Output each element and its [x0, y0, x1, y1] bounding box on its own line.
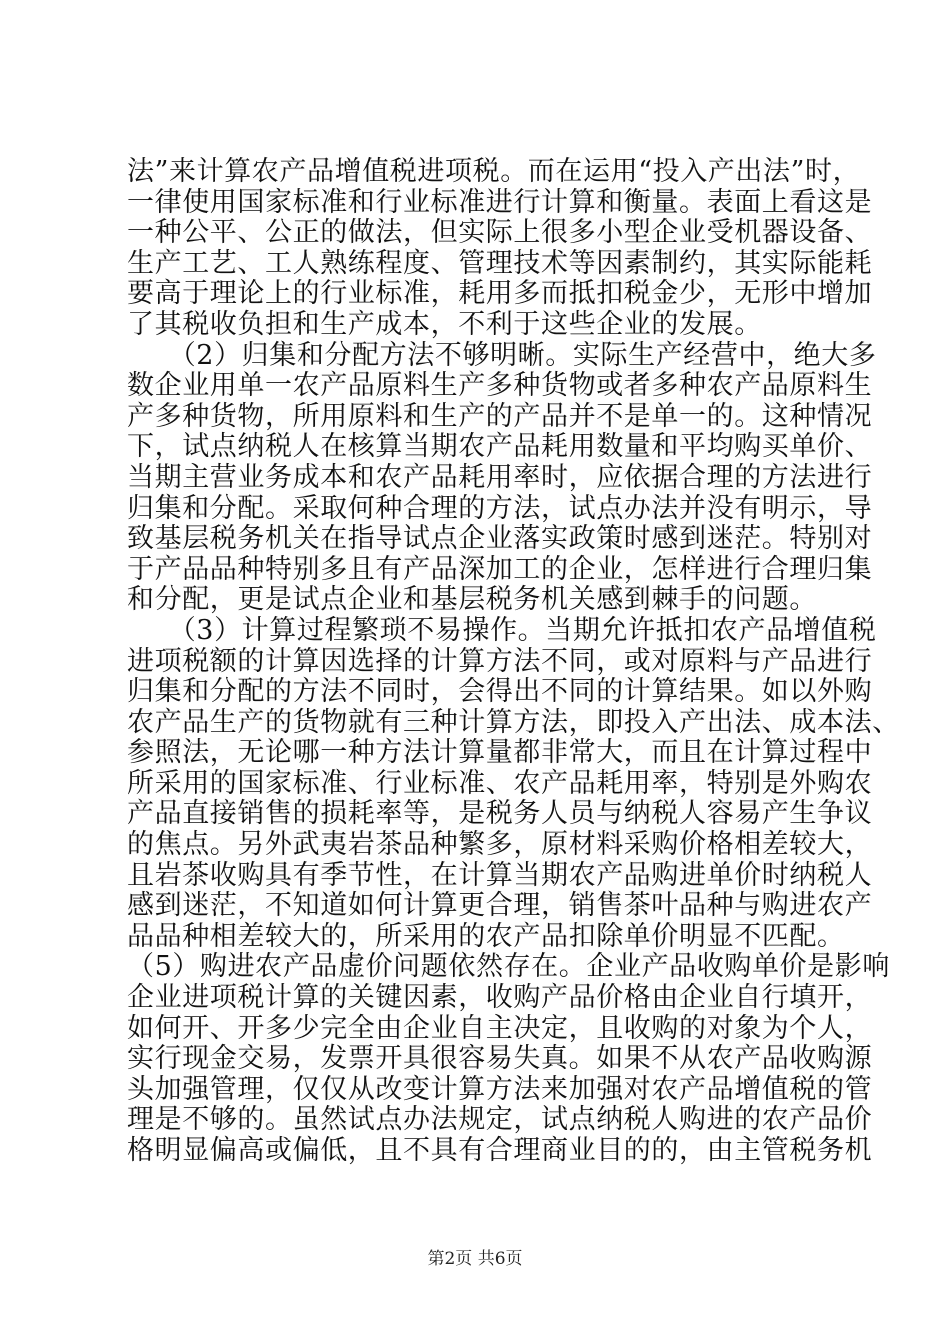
text-line: 参照法，无论哪一种方法计算量都非常大，而且在计算过程中 — [127, 737, 873, 769]
text-line: 且岩茶收购具有季节性，在计算当期农产品购进单价时纳税人 — [127, 859, 873, 891]
text-line: 归集和分配。采取何种合理的方法，试点办法并没有明示，导 — [127, 492, 873, 524]
text-line: 生产工艺、工人熟练程度、管理技术等因素制约，其实际能耗 — [127, 247, 873, 279]
text-line: 于产品品种特别多且有产品深加工的企业，怎样进行合理归集 — [127, 553, 873, 585]
text-line: 产多种货物，所用原料和生产的产品并不是单一的。这种情况 — [127, 400, 873, 432]
text-line: 一种公平、公正的做法，但实际上很多小型企业受机器设备、 — [127, 217, 873, 249]
text-line: 和分配，更是试点企业和基层税务机关感到棘手的问题。 — [127, 584, 817, 616]
text-line: 当期主营业务成本和农产品耗用率时，应依据合理的方法进行 — [127, 461, 873, 493]
text-line: 一律使用国家标准和行业标准进行计算和衡量。表面上看这是 — [127, 186, 873, 218]
text-line: 理是不够的。虽然试点办法规定，试点纳税人购进的农产品价 — [127, 1104, 873, 1136]
text-line: 要高于理论上的行业标准，耗用多而抵扣税金少，无形中增加 — [127, 278, 873, 310]
page-number-footer: 第2页 共6页 — [427, 1249, 523, 1269]
text-line: 致基层税务机关在指导试点企业落实政策时感到迷茫。特别对 — [127, 523, 873, 555]
text-line: 法”来计算农产品增值税进项税。而在运用“投入产出法”时， — [127, 156, 861, 187]
text-line: 所采用的国家标准、行业标准、农产品耗用率，特别是外购农 — [127, 767, 873, 799]
text-line: 企业进项税计算的关键因素，收购产品价格由企业自行填开， — [127, 982, 873, 1014]
text-line: 归集和分配的方法不同时，会得出不同的计算结果。如以外购 — [127, 676, 873, 708]
text-line: 如何开、开多少完全由企业自主决定，且收购的对象为个人， — [127, 1012, 873, 1044]
text-line: 头加强管理，仅仅从改变计算方法来加强对农产品增值税的管 — [127, 1073, 873, 1105]
text-line: 进项税额的计算因选择的计算方法不同，或对原料与产品进行 — [127, 645, 873, 677]
text-line: （2）归集和分配方法不够明晰。实际生产经营中，绝大多 — [127, 339, 877, 371]
text-line: 下，试点纳税人在核算当期农产品耗用数量和平均购买单价、 — [127, 431, 873, 463]
text-line: 的焦点。另外武夷岩茶品种繁多，原材料采购价格相差较大， — [127, 829, 873, 861]
text-line: 农产品生产的货物就有三种计算方法，即投入产出法、成本法、 — [127, 706, 900, 738]
text-line: （3）计算过程繁琐不易操作。当期允许抵扣农产品增值税 — [127, 614, 877, 646]
text-line: 格明显偏高或偏低，且不具有合理商业目的的，由主管税务机 — [127, 1135, 873, 1166]
text-line: 实行现金交易，发票开具很容易失真。如果不从农产品收购源 — [127, 1043, 873, 1075]
text-line: 产品直接销售的损耗率等，是税务人员与纳税人容易产生争议 — [127, 798, 873, 830]
text-line: 数企业用单一农产品原料生产多种货物或者多种农产品原料生 — [127, 370, 873, 402]
document-body — [127, 156, 900, 1167]
text-line: （5）购进农产品虚价问题依然存在。企业产品收购单价是影响 — [127, 951, 890, 983]
text-line: 了其税收负担和生产成本，不利于这些企业的发展。 — [127, 308, 762, 340]
text-line: 感到迷茫，不知道如何计算更合理，销售茶叶品种与购进农产 — [127, 890, 873, 922]
text-line: 品品种相差较大的，所采用的农产品扣除单价明显不匹配。 — [127, 920, 845, 952]
